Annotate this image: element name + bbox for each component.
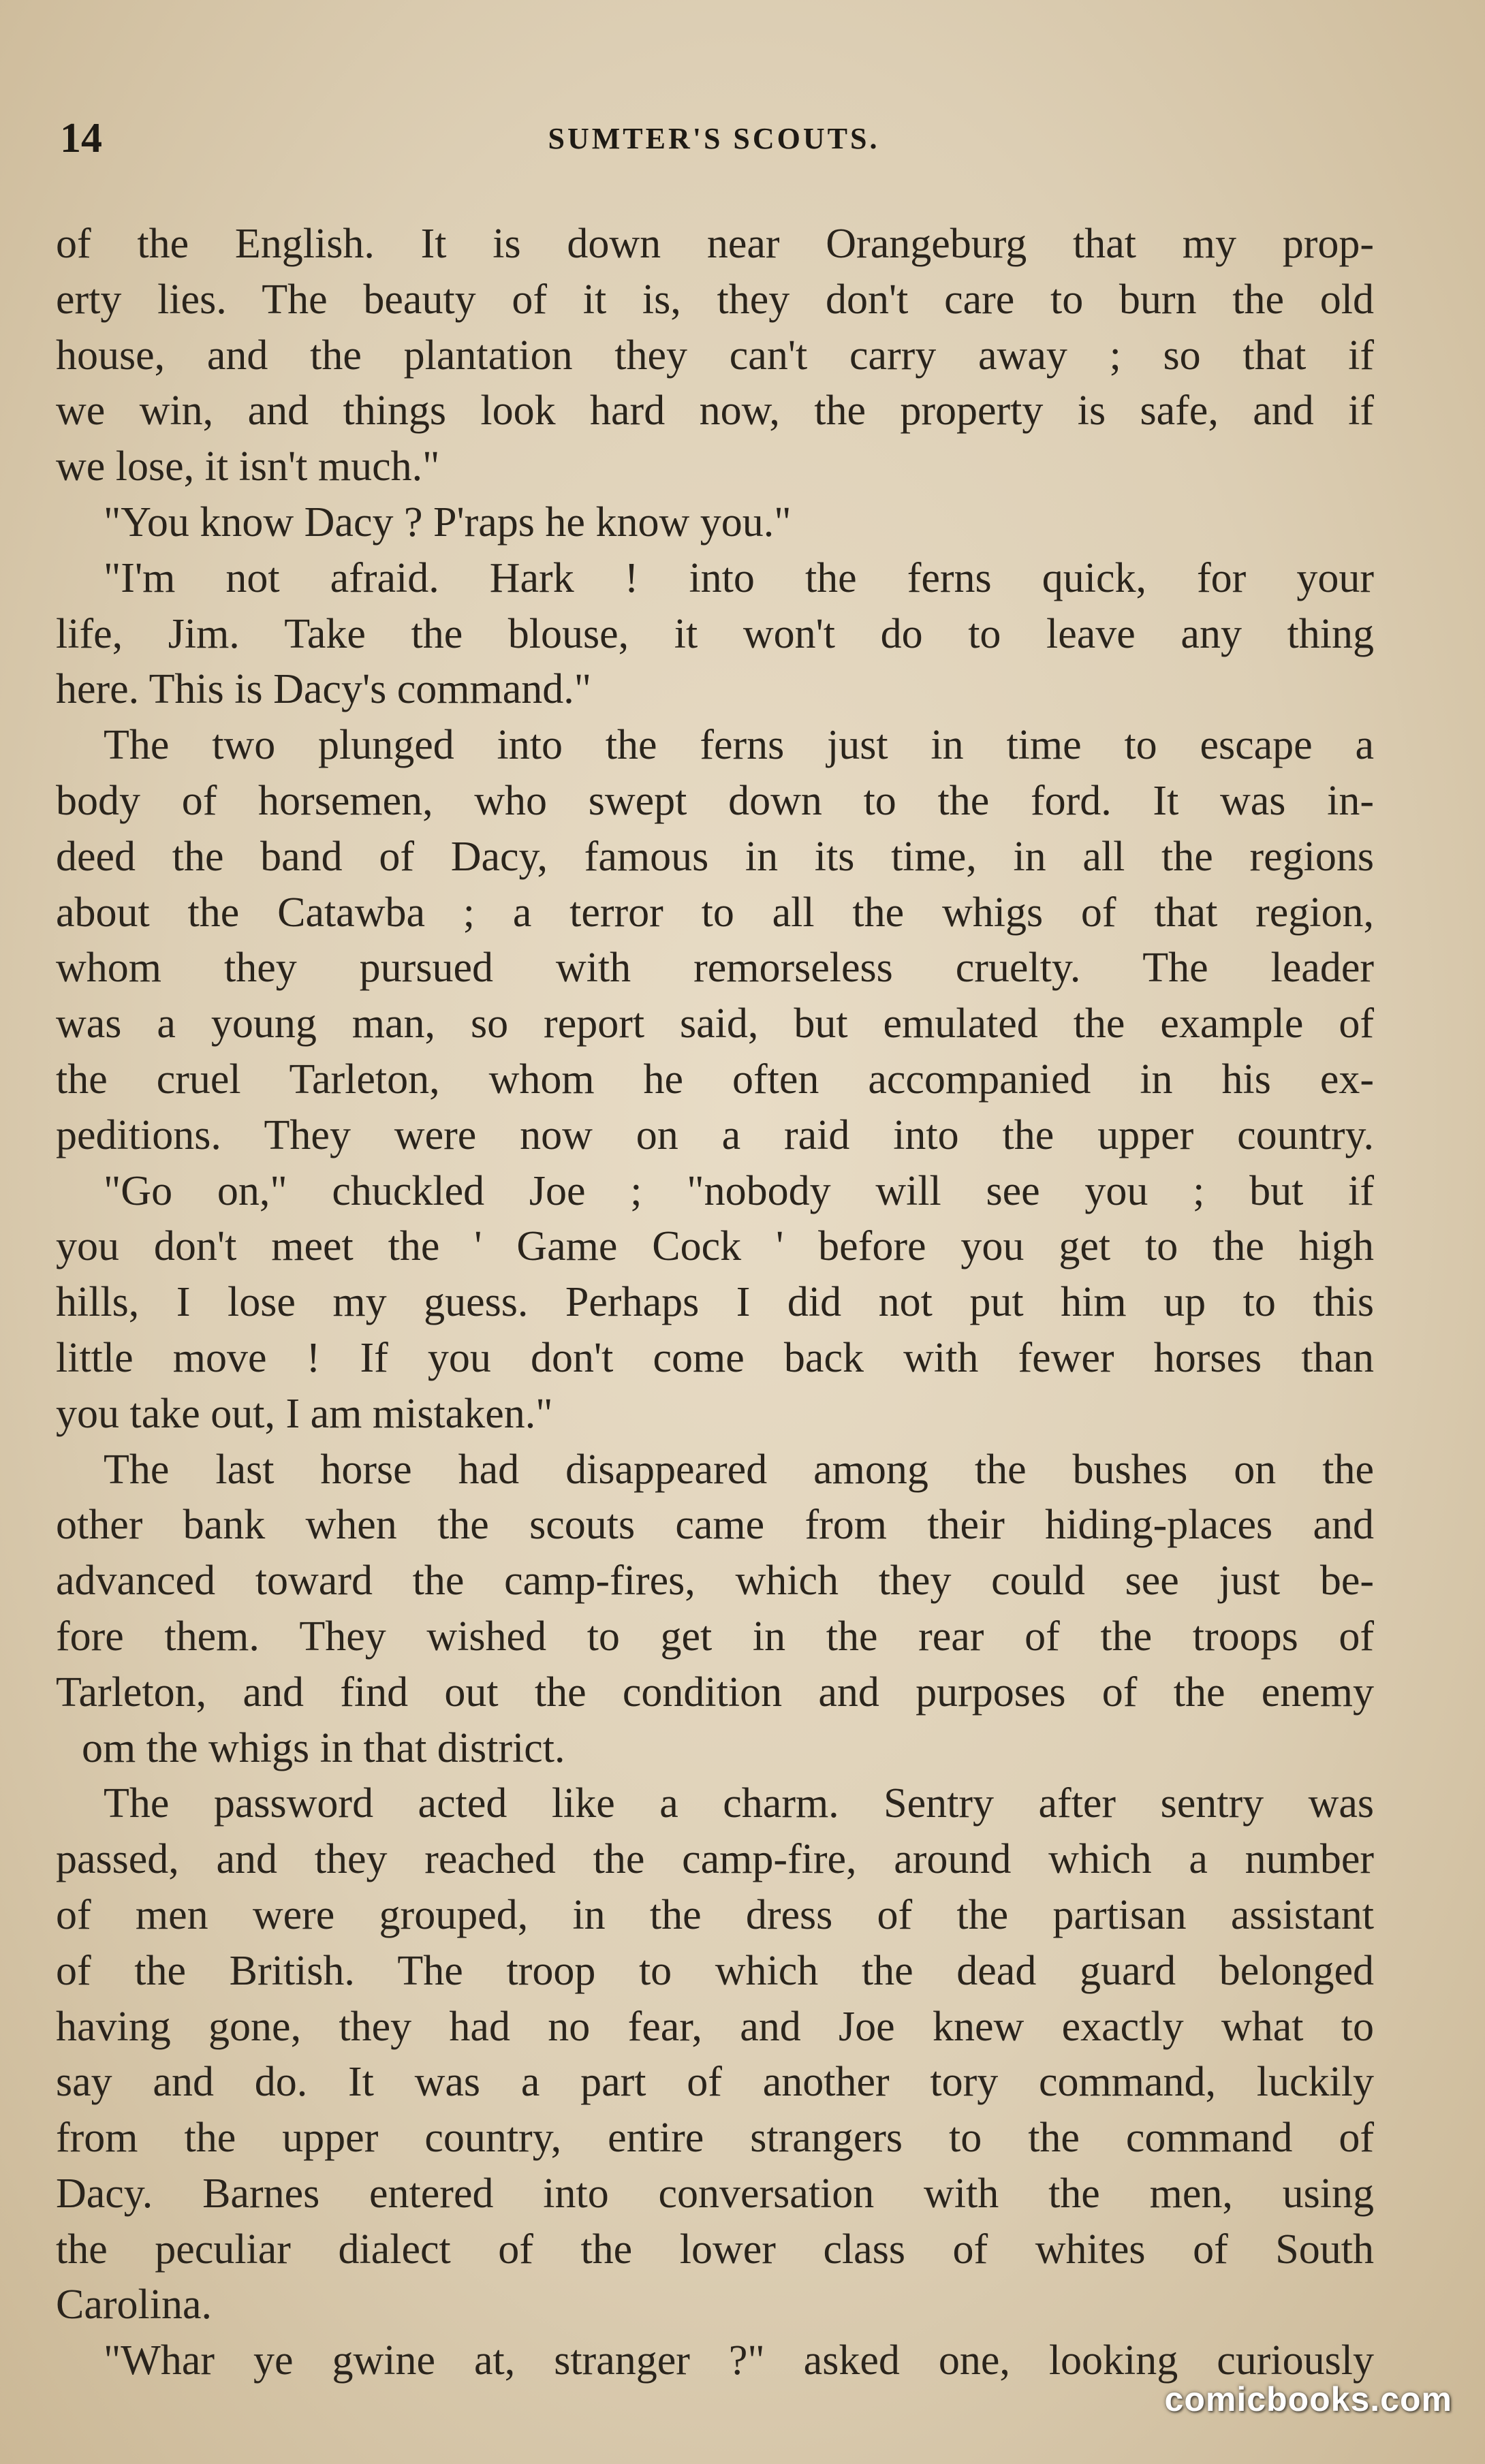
text-line: say and do. It was a part of another tory command, luckily	[56, 2059, 1374, 2106]
text-line: we lose, it isn't much."	[56, 443, 440, 490]
text-line: you take out, I am mistaken."	[56, 1390, 553, 1437]
text-line: Carolina.	[56, 2281, 212, 2328]
text-line: fore them. They wished to get in the rear of the troops of	[56, 1613, 1374, 1660]
text-line: of the British. The troop to which the dead guard belonged	[56, 1947, 1374, 1994]
text-line: here. This is Dacy's command."	[56, 666, 592, 713]
text-line: the cruel Tarleton, whom he often accompanied in his ex-	[56, 1056, 1374, 1103]
text-line: of the English. It is down near Orangeburg that my prop-	[56, 221, 1374, 267]
text-line: having gone, they had no fear, and Joe knew exactly what to	[56, 2003, 1374, 2050]
page-number: 14	[60, 115, 102, 161]
body-text	[56, 217, 1374, 2389]
text-line: "Go on," chuckled Joe ; "nobody will see you ; but if	[104, 1167, 1374, 1214]
text-line: The password acted like a charm. Sentry after sentry was	[104, 1780, 1374, 1827]
text-line: was a young man, so report said, but emulated the example of	[56, 1000, 1374, 1047]
text-line: the peculiar dialect of the lower class of whites of South	[56, 2226, 1374, 2273]
text-line: of men were grouped, in the dress of the partisan assistant	[56, 1891, 1374, 1938]
text-line: hills, I lose my guess. Perhaps I did not put him up to this	[56, 1279, 1374, 1326]
text-line: "You know Dacy ? P'raps he know you."	[104, 499, 792, 546]
text-line: advanced toward the camp-fires, which they could see just be-	[56, 1558, 1374, 1605]
text-line: you don't meet the ' Game Cock ' before you get to the high	[56, 1223, 1374, 1270]
running-head	[60, 114, 1368, 169]
text-line: from the upper country, entire strangers to the command of	[56, 2115, 1374, 2162]
text-line: Dacy. Barnes entered into conversation with the men, using	[56, 2170, 1374, 2217]
running-title: SUMTER'S SCOUTS.	[548, 122, 880, 155]
text-line: om the whigs in that district.	[82, 1724, 565, 1771]
watermark: comicbooks.com	[1164, 2380, 1452, 2418]
text-line: erty lies. The beauty of it is, they don't care to burn the old	[56, 276, 1374, 323]
text-line: passed, and they reached the camp-fire, around which a number	[56, 1836, 1374, 1883]
text-line: deed the band of Dacy, famous in its time, in all the regions	[56, 833, 1374, 880]
text-line: we win, and things look hard now, the property is safe, and if	[56, 388, 1374, 435]
text-line: peditions. They were now on a raid into the upper country.	[56, 1111, 1374, 1158]
text-line: The last horse had disappeared among the bushes on the	[104, 1446, 1374, 1493]
text-line: whom they pursued with remorseless cruelty. The leader	[56, 945, 1374, 992]
text-line: "I'm not afraid. Hark ! into the ferns quick, for your	[104, 554, 1374, 601]
text-line: Tarleton, and find out the condition and purposes of the enemy	[56, 1669, 1374, 1716]
text-line: body of horsemen, who swept down to the ford. It was in-	[56, 777, 1374, 824]
text-line: other bank when the scouts came from their hiding-places and	[56, 1502, 1374, 1549]
text-line: little move ! If you don't come back with fewer horses than	[56, 1334, 1374, 1381]
text-line: life, Jim. Take the blouse, it won't do to leave any thing	[56, 610, 1374, 657]
text-line: "Whar ye gwine at, stranger ?" asked one, looking curiously	[104, 2337, 1374, 2384]
text-line: The two plunged into the ferns just in time to escape a	[104, 722, 1374, 769]
text-line: house, and the plantation they can't carry away ; so that if	[56, 332, 1374, 379]
text-line: about the Catawba ; a terror to all the whigs of that region,	[56, 889, 1374, 936]
